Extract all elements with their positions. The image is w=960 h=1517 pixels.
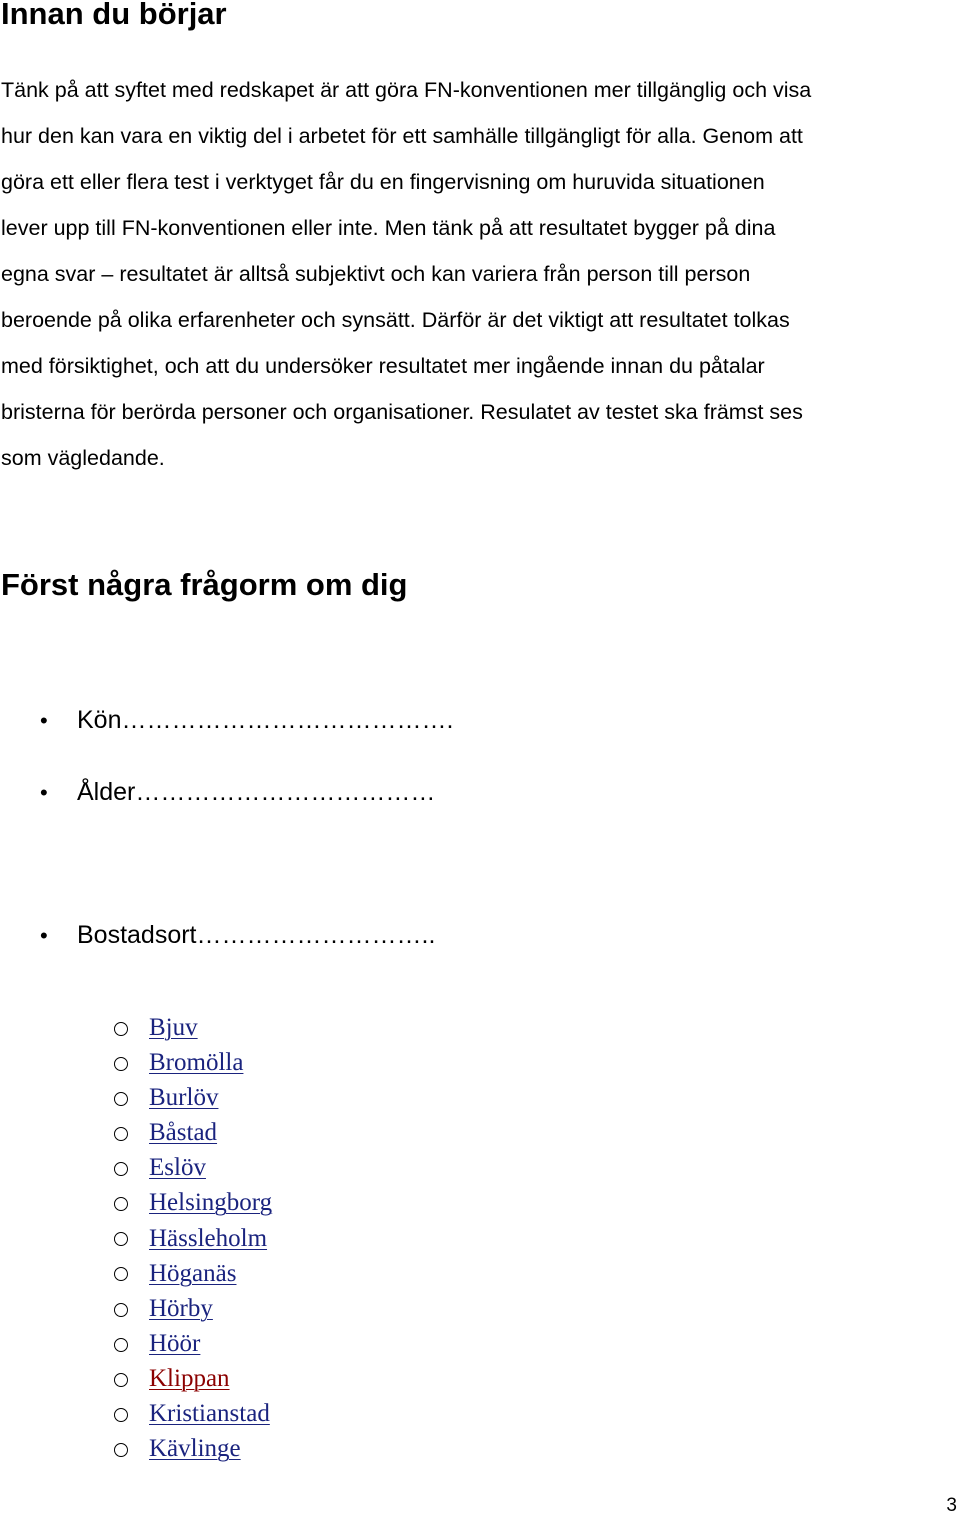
intro-line: som vägledande. xyxy=(1,446,165,470)
circle-bullet-icon xyxy=(114,1408,128,1422)
page-number: 3 xyxy=(946,1495,957,1516)
bullet-icon: • xyxy=(40,923,48,948)
town-item xyxy=(114,1431,272,1466)
intro-line: beroende på olika erfarenheter och synsätt. Därför är det viktigt att resultatet tolkas xyxy=(1,308,790,332)
circle-bullet-icon xyxy=(114,1022,128,1036)
circle-bullet-icon xyxy=(114,1338,128,1352)
town-link-bastad[interactable]: Båstad xyxy=(149,1119,218,1147)
circle-bullet-icon xyxy=(114,1127,128,1141)
field-kon-label: Kön…………………………………. xyxy=(77,706,454,734)
intro-line: hur den kan vara en viktig del i arbetet för ett samhälle tillgängligt för alla. Genom att xyxy=(1,124,803,148)
town-link-horby[interactable]: Hörby xyxy=(149,1294,213,1322)
town-link-eslov[interactable]: Eslöv xyxy=(149,1154,206,1182)
field-alder-label: Ålder……………………………… xyxy=(77,778,436,806)
intro-line: bristerna för berörda personer och organisationer. Resulatet av testet ska främst ses xyxy=(1,400,803,424)
town-link-hoganas[interactable]: Höganäs xyxy=(149,1259,237,1287)
town-link-bromolla[interactable]: Bromölla xyxy=(149,1049,244,1077)
intro-line: egna svar – resultatet är alltså subjektivt och kan variera från person till person xyxy=(1,262,751,286)
town-item xyxy=(114,1221,272,1256)
town-link-burlov[interactable]: Burlöv xyxy=(149,1084,219,1112)
town-item xyxy=(114,1045,272,1080)
bullet-icon: • xyxy=(40,708,48,733)
town-item xyxy=(114,1185,272,1220)
circle-bullet-icon xyxy=(114,1303,128,1317)
town-list xyxy=(114,1010,272,1466)
town-link-kavlinge[interactable]: Kävlinge xyxy=(149,1435,241,1463)
town-item xyxy=(114,1326,272,1361)
section-heading: Först några frågorm om dig xyxy=(1,567,408,602)
town-item xyxy=(114,1361,272,1396)
intro-paragraph xyxy=(1,67,959,481)
town-item xyxy=(114,1010,272,1045)
field-kon[interactable] xyxy=(40,702,453,739)
circle-bullet-icon xyxy=(114,1092,128,1106)
page-heading: Innan du börjar xyxy=(1,0,227,31)
circle-bullet-icon xyxy=(114,1443,128,1457)
town-item xyxy=(114,1150,272,1185)
intro-line: med försiktighet, och att du undersöker resultatet mer ingående innan du påtalar xyxy=(1,354,765,378)
circle-bullet-icon xyxy=(114,1197,128,1211)
circle-bullet-icon xyxy=(114,1057,128,1071)
intro-line: lever upp till FN-konventionen eller inte. Men tänk på att resultatet bygger på dina xyxy=(1,216,776,240)
town-link-hoor[interactable]: Höör xyxy=(149,1329,201,1357)
town-link-hassleholm[interactable]: Hässleholm xyxy=(149,1224,268,1252)
intro-line: Tänk på att syftet med redskapet är att göra FN-konventionen mer tillgänglig och visa xyxy=(1,78,812,102)
town-item xyxy=(114,1115,272,1150)
town-link-kristianstad[interactable]: Kristianstad xyxy=(149,1400,270,1428)
bullet-icon: • xyxy=(40,780,48,805)
circle-bullet-icon xyxy=(114,1162,128,1176)
field-alder[interactable] xyxy=(40,774,435,811)
intro-line: göra ett eller flera test i verktyget får du en fingervisning om huruvida situationen xyxy=(1,170,765,194)
town-item xyxy=(114,1080,272,1115)
circle-bullet-icon xyxy=(114,1232,128,1246)
town-link-helsingborg[interactable]: Helsingborg xyxy=(149,1189,273,1217)
town-item xyxy=(114,1396,272,1431)
circle-bullet-icon xyxy=(114,1267,128,1281)
town-link-bjuv[interactable]: Bjuv xyxy=(149,1014,198,1041)
field-bostadsort-label: Bostadsort……………………….. xyxy=(77,921,436,949)
town-item xyxy=(114,1291,272,1326)
field-bostadsort[interactable] xyxy=(40,917,435,954)
town-link-klippan[interactable]: Klippan xyxy=(149,1364,230,1392)
town-item xyxy=(114,1256,272,1291)
circle-bullet-icon xyxy=(114,1373,128,1387)
